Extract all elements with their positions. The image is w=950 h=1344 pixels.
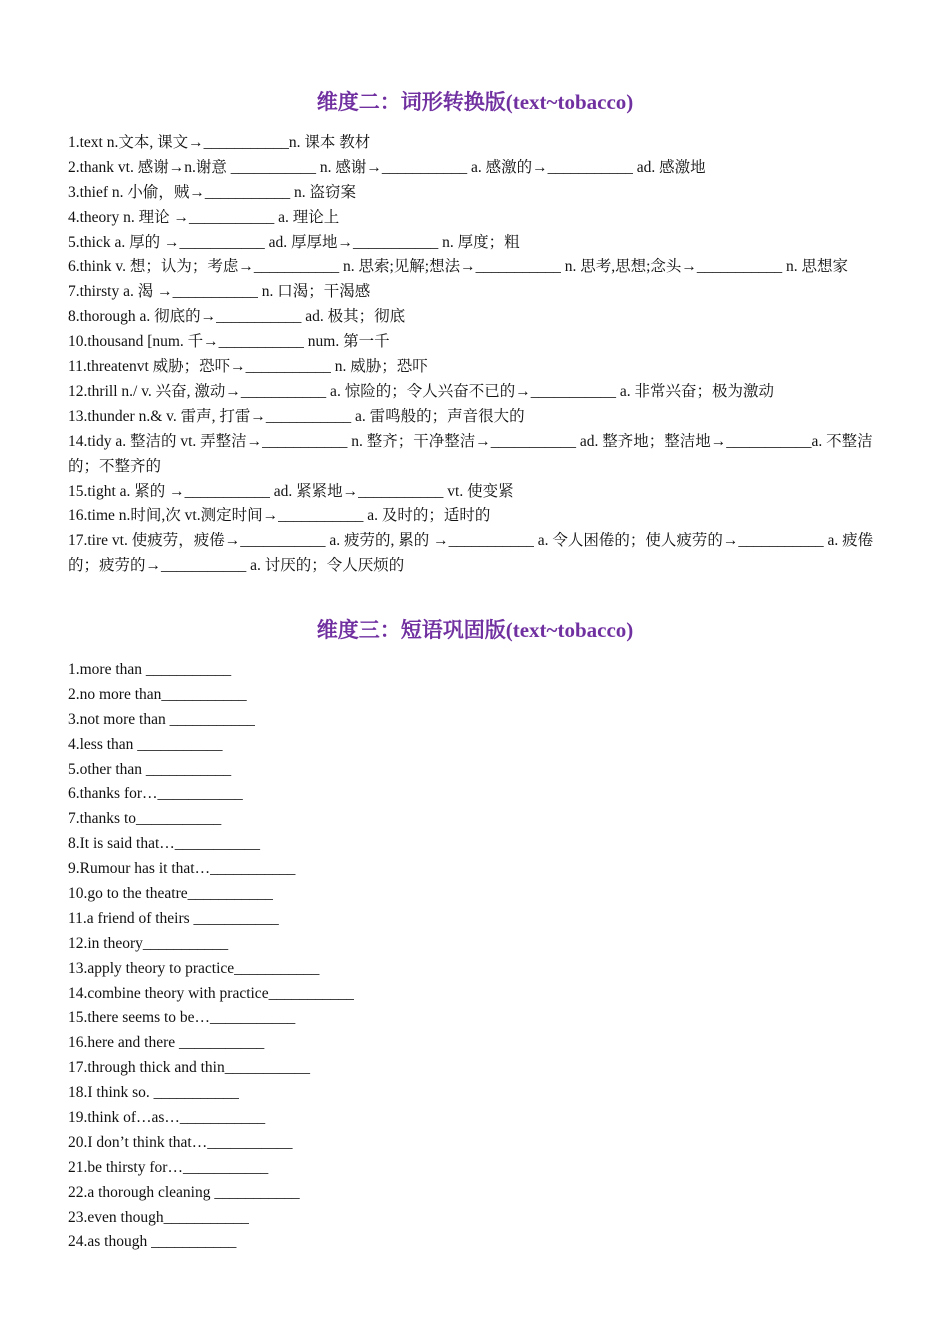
list-item: 3.not more than ___________ — [68, 710, 255, 728]
list-item: 24.as though ___________ — [68, 1233, 237, 1251]
list-item: 1.text n.文本, 课文→___________n. 课本 教材 — [68, 134, 371, 151]
list-item: 13.thunder n.& v. 雷声, 打雷→___________ a. 雷鸣般的；声音很大的 — [68, 407, 525, 425]
list-item: 8.thorough a. 彻底的→___________ ad. 极其；彻底 — [68, 308, 406, 326]
list-item: 7.thanks to___________ — [68, 810, 222, 828]
list-item: 15.there seems to be…___________ — [68, 1009, 296, 1027]
list-item: 12.in theory___________ — [68, 934, 229, 952]
list-item: 14.combine theory with practice___________ — [68, 984, 354, 1002]
list-item: 17.through thick and thin___________ — [68, 1059, 310, 1077]
list-item: 16.time n.时间,次 vt.测定时间→___________ a. 及时的；适时的 — [68, 507, 491, 525]
list-item: 20.I don’t think that…___________ — [68, 1133, 293, 1151]
list-item: 10.thousand [num. 千→___________ num. 第一千 — [68, 333, 390, 351]
list-item: 10.go to the theatre___________ — [68, 885, 273, 903]
list-item: 13.apply theory to practice___________ — [68, 959, 320, 977]
list-item: 14.tidy a. 整洁的 vt. 弄整洁→___________ n. 整齐；干净整洁→___________ ad. 整齐地；整洁地→___________a. 不整洁的；不整齐的 — [68, 432, 873, 475]
list-item: 17.tire vt. 使疲劳，疲倦→___________ a. 疲劳的, 累的 →___________ a. 令人困倦的；使人疲劳的→___________ a. 疲倦的；疲劳的→___________ a. 讨厌的；令人厌烦的 — [68, 532, 874, 575]
list-item: 1.more than ___________ — [68, 661, 232, 678]
list-item: 3.thief n. 小偷，贼→___________ n. 盗窃案 — [68, 183, 357, 201]
list-item: 5.other than ___________ — [68, 760, 232, 778]
word-forms-list — [68, 131, 884, 579]
list-item: 18.I think so. ___________ — [68, 1084, 239, 1102]
list-item: 11.a friend of theirs ___________ — [68, 909, 279, 927]
list-item: 23.even though___________ — [68, 1208, 249, 1226]
list-item: 22.a thorough cleaning ___________ — [68, 1183, 300, 1201]
list-item: 9.Rumour has it that…___________ — [68, 860, 296, 878]
list-item: 16.here and there ___________ — [68, 1034, 265, 1052]
list-item: 12.thrill n./ v. 兴奋, 激动→___________ a. 惊险的；令人兴奋不已的→___________ a. 非常兴奋；极为激动 — [68, 382, 774, 400]
list-item: 7.thirsty a. 渴 →___________ n. 口渴；干渴感 — [68, 283, 371, 301]
list-item: 8.It is said that…___________ — [68, 835, 261, 853]
list-item: 4.less than ___________ — [68, 735, 223, 753]
phrases-list — [68, 658, 884, 1255]
list-item: 4.theory n. 理论 →___________ a. 理论上 — [68, 208, 340, 226]
list-item: 6.think v. 想；认为；考虑→___________ n. 思索;见解;想法→___________ n. 思考,思想;念头→___________ n. 思想家 — [68, 258, 849, 276]
section-title-phrases: 维度三：短语巩固版(text~tobacco) — [316, 618, 634, 642]
list-item: 11.threatenvt 威胁；恐吓→___________ n. 威胁；恐吓 — [68, 358, 428, 376]
list-item: 19.think of…as…___________ — [68, 1109, 266, 1127]
list-item: 6.thanks for…___________ — [68, 785, 243, 803]
list-item: 15.tight a. 紧的 →___________ ad. 紧紧地→___________ vt. 使变紧 — [68, 482, 514, 500]
list-item: 5.thick a. 厚的 →___________ ad. 厚厚地→___________ n. 厚度；粗 — [68, 233, 520, 251]
list-item: 2.thank vt. 感谢→n.谢意 ___________ n. 感谢→___________ a. 感激的→___________ ad. 感激地 — [68, 158, 706, 176]
list-item: 2.no more than___________ — [68, 685, 247, 703]
section-title-word-forms: 维度二：词形转换版(text~tobacco) — [316, 90, 634, 114]
list-item: 21.be thirsty for…___________ — [68, 1158, 269, 1176]
